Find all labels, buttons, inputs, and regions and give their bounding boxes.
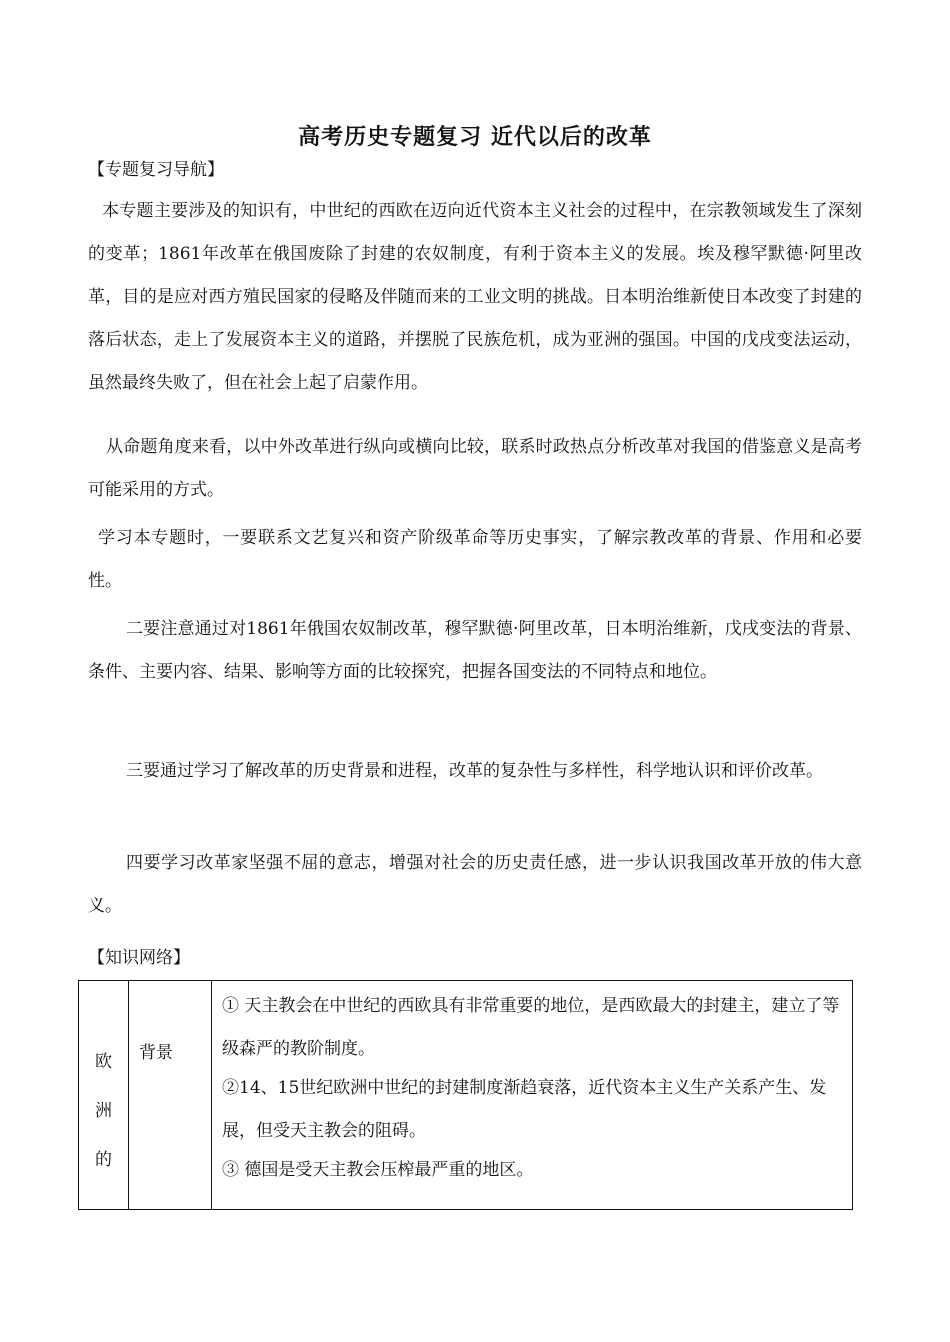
- paragraph-study-1: 学习本专题时，一要联系文艺复兴和资产阶级革命等历史事实，了解宗教改革的背景、作用和必要性。: [88, 528, 862, 591]
- label-cell: [129, 981, 212, 1210]
- section-heading-nav: 【专题复习导航】: [88, 160, 224, 180]
- region-char: 洲: [95, 1101, 112, 1121]
- content-cell: [212, 981, 853, 1210]
- paragraph-study-2: 二要注意通过对1861年俄国农奴制改革，穆罕默德·阿里改革，日本明治维新，戊戌变法的背景、条件、主要内容、结果、影响等方面的比较探究，把握各国变法的不同特点和地位。: [88, 619, 862, 682]
- paragraph-study-4: 四要学习改革家坚强不屈的意志，增强对社会的历史责任感，进一步认识我国改革开放的伟大意义。: [88, 853, 862, 916]
- region-char: 的: [95, 1150, 112, 1170]
- knowledge-table: [78, 980, 853, 1210]
- list-item: ②14、15世纪欧洲中世纪的封建制度渐趋衰落，近代资本主义生产关系产生、发展，但受天主教会的阻碍。: [222, 1078, 827, 1141]
- table-row: [79, 981, 853, 1210]
- page-title: 高考历史专题复习 近代以后的改革: [298, 124, 652, 150]
- paragraph-study-3: 三要通过学习了解改革的历史背景和进程，改革的复杂性与多样性，科学地认识和评价改革。: [126, 761, 823, 781]
- paragraph-intro: 本专题主要涉及的知识有，中世纪的西欧在迈向近代资本主义社会的过程中，在宗教领域发生了深刻的变革；1861年改革在俄国废除了封建的农奴制度，有利于资本主义的发展。埃及穆罕默德·阿里改革，目的是应对西方殖民国家的侵略及伴随而来的工业文明的挑战。日本明治维新使日本改变了封建的落后状态，走上了发展资本主义的道路，并摆脱了民族危机，成为亚洲的强国。中国的戊戌变法运动，虽然最终失败了，但在社会上起了启蒙作用。: [88, 201, 862, 393]
- paragraph-exam-angle: 从命题角度来看，以中外改革进行纵向或横向比较，联系时政热点分析改革对我国的借鉴意义是高考可能采用的方式。: [88, 437, 862, 500]
- list-item: ① 天主教会在中世纪的西欧具有非常重要的地位，是西欧最大的封建主，建立了等级森严的教阶制度。: [222, 996, 840, 1059]
- section-heading-network: 【知识网络】: [88, 948, 190, 968]
- row-label-background: 背景: [139, 1043, 173, 1063]
- region-char: 欧: [95, 1052, 112, 1072]
- region-cell: [79, 981, 129, 1210]
- list-item: ③ 德国是受天主教会压榨最严重的地区。: [222, 1160, 534, 1180]
